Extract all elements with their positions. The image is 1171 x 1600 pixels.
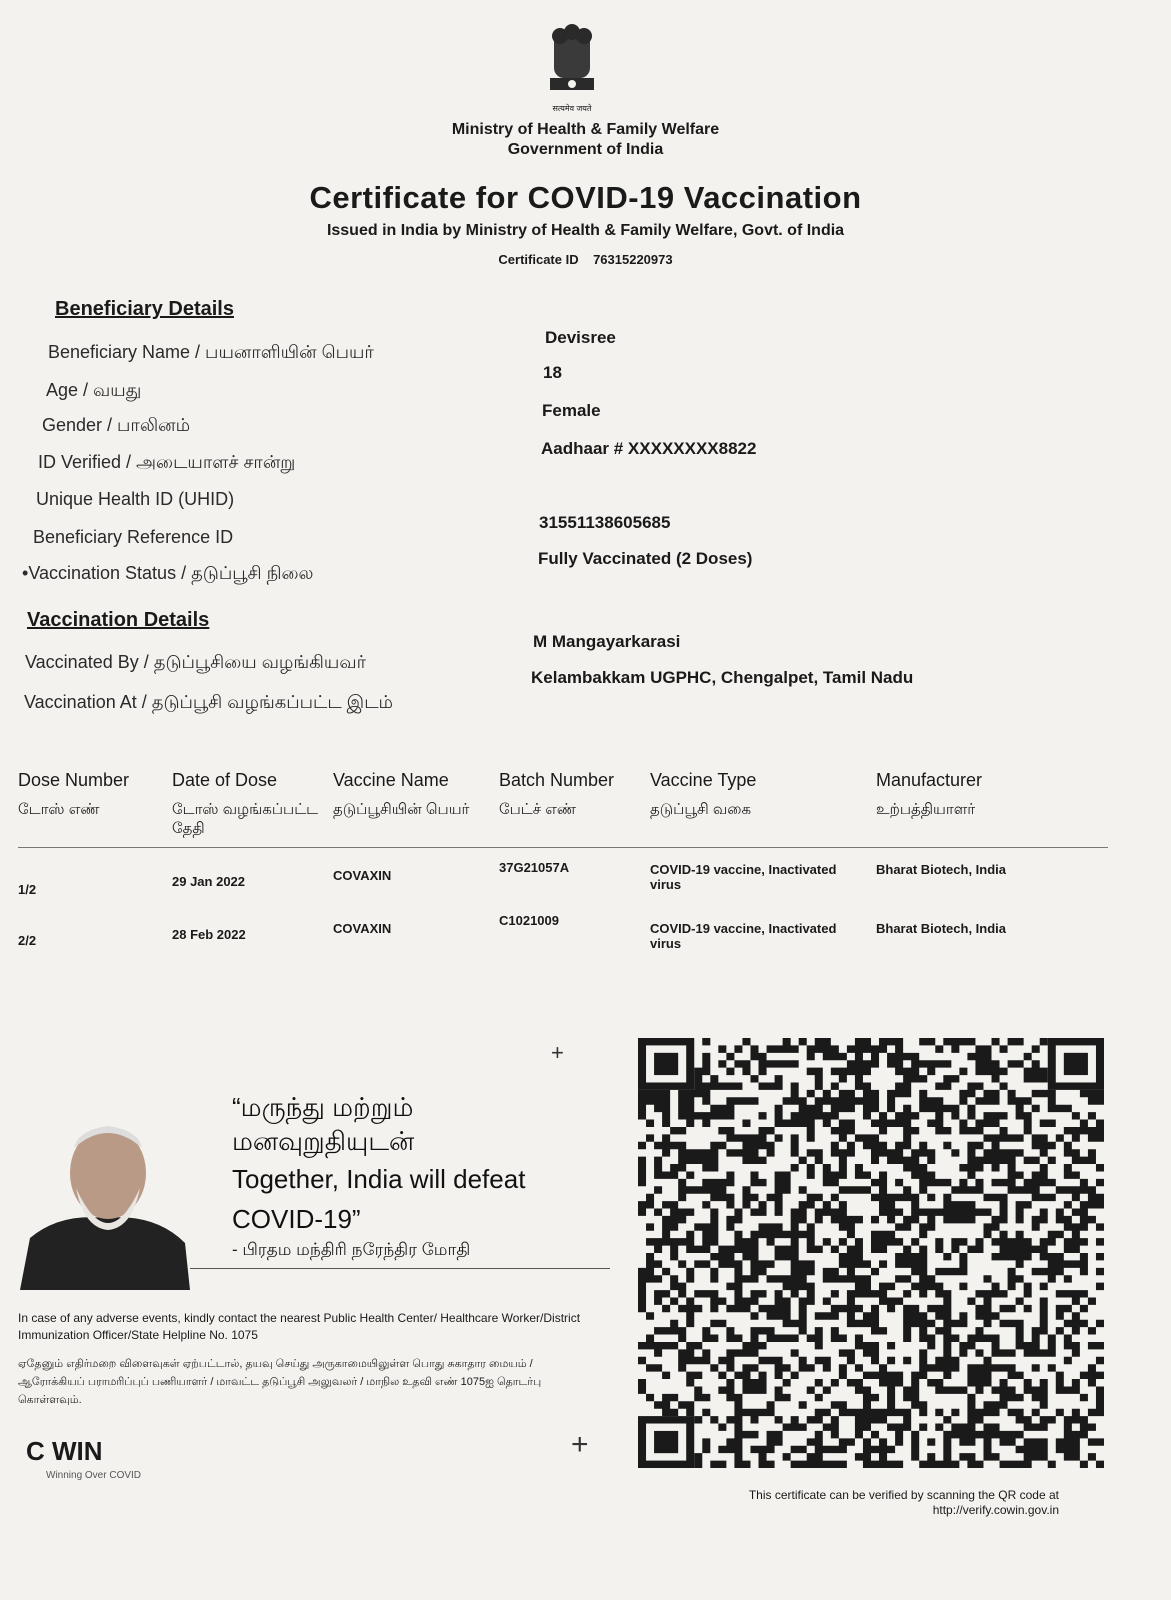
doses-table	[18, 770, 1108, 961]
header-en: Vaccine Name	[333, 770, 449, 790]
ministry-line2: Government of India	[507, 141, 664, 158]
emblem-caption: सत्यमेव जयते	[552, 104, 592, 113]
quote-line4: COVID-19”	[232, 1204, 361, 1234]
date-of-dose-cell: 29 Jan 2022	[172, 874, 246, 889]
qr-finder-pattern	[654, 1431, 678, 1453]
ministry-name	[0, 120, 1171, 160]
age-label: Age / வயது	[46, 380, 142, 400]
vaccination-at-value: Kelambakkam UGPHC, Chengalpet, Tamil Nadu	[531, 668, 914, 687]
col-dose-number	[18, 770, 172, 848]
reference-id-value: 31551138605685	[539, 513, 671, 532]
manufacturer-cell: Bharat Biotech, India	[876, 862, 1007, 877]
header-en: Batch Number	[499, 770, 615, 790]
header-ta: பேட்ச் எண்	[499, 801, 577, 818]
beneficiary-name-value: Devisree	[545, 328, 616, 347]
plus-icon: +	[571, 1428, 589, 1461]
quote-line3: Together, India will defeat	[232, 1164, 526, 1194]
ministry-line1: Ministry of Health & Family Welfare	[451, 121, 720, 138]
uhid-label: Unique Health ID (UHID)	[36, 489, 235, 509]
adverse-events-text-en: In case of any adverse events, kindly contact the nearest Public Health Center/ Healthcare Worker/District Immunization Officer/State Helpline No. 1075	[18, 1311, 581, 1342]
certificate-id-label: Certificate ID	[498, 252, 579, 267]
header-en: Manufacturer	[876, 770, 983, 790]
col-manufacturer	[876, 770, 1108, 848]
certificate-id	[0, 252, 1171, 267]
quote	[232, 1090, 525, 1236]
table-row	[18, 848, 1108, 908]
vaccine-name-cell: COVAXIN	[333, 921, 392, 936]
adverse-events-text-ta: ஏதேனும் எதிர்மறை விளைவுகள் ஏற்பட்டால், தயவு செய்து அருகாமையிலுள்ள பொது சுகாதார மையம் / ஆரோக்கியப் பராமரிப்புப் பணியாளர் / மாவட்ட தடுப்பூசி அலுவலர் / மாநில உதவி எண் 1075ஐ தொடர்பு கொள்ளவும்.	[18, 1358, 542, 1406]
vaccine-type-cell: COVID-19 vaccine, Inactivated virus	[650, 862, 837, 892]
vaccination-section-title: Vaccination Details	[27, 609, 210, 631]
quote-attribution: - பிரதம மந்திரி நரேந்திர மோதி	[232, 1240, 471, 1259]
quote-divider	[190, 1268, 610, 1269]
dose-number-cell: 1/2	[18, 882, 37, 897]
issued-by: Issued in India by Ministry of Health & Family Welfare, Govt. of India	[326, 222, 845, 239]
vaccination-status-label: •Vaccination Status / தடுப்பூசி நிலை	[22, 563, 314, 583]
header-ta: டோஸ் எண்	[18, 801, 100, 818]
header-en: Dose Number	[18, 770, 130, 790]
age-value: 18	[543, 363, 562, 382]
prime-minister-portrait	[20, 1118, 190, 1290]
verify-url[interactable]: http://verify.cowin.gov.in	[932, 1503, 1059, 1517]
vaccination-at-label: Vaccination At / தடுப்பூசி வழங்கப்பட்ட இடம்	[24, 692, 393, 712]
verify-note	[639, 1488, 1059, 1518]
gender-value: Female	[542, 401, 601, 420]
quote-line2: மனவுறுதியுடன்	[232, 1126, 415, 1156]
qr-code	[638, 1038, 1104, 1468]
manufacturer-cell: Bharat Biotech, India	[876, 921, 1007, 936]
vaccinated-by-value: M Mangayarkarasi	[533, 632, 681, 651]
header-ta: தடுப்பூசியின் பெயர்	[333, 801, 470, 818]
col-batch-number	[499, 770, 650, 848]
col-date-of-dose	[172, 770, 333, 848]
vaccination-status-label-text: Vaccination Status / தடுப்பூசி நிலை	[28, 563, 314, 583]
vaccine-name-cell: COVAXIN	[333, 868, 392, 883]
dose-number-cell: 2/2	[18, 933, 37, 948]
beneficiary-name-label: Beneficiary Name / பயனாளியின் பெயர்	[48, 342, 374, 362]
vaccine-type-cell: COVID-19 vaccine, Inactivated virus	[650, 921, 837, 951]
batch-number-cell: C1021009	[499, 913, 559, 928]
state-emblem-icon	[540, 22, 604, 112]
vaccinated-by-label: Vaccinated By / தடுப்பூசியை வழங்கியவர்	[25, 652, 366, 672]
header-ta: தடுப்பூசி வகை	[650, 801, 752, 818]
gender-label: Gender / பாலினம்	[42, 415, 191, 435]
header-ta: உற்பத்தியாளர்	[876, 801, 976, 818]
batch-number-cell: 37G21057A	[499, 860, 570, 875]
certificate-id-value: 76315220973	[593, 252, 673, 267]
qr-code-graphic	[638, 1038, 1104, 1468]
qr-finder-pattern	[1064, 1053, 1088, 1075]
table-header-row	[18, 770, 1108, 848]
header-en: Vaccine Type	[650, 770, 757, 790]
page-title: Certificate for COVID-19 Vaccination	[309, 180, 862, 215]
date-of-dose-cell: 28 Feb 2022	[172, 927, 246, 942]
header-en: Date of Dose	[172, 770, 278, 790]
beneficiary-section-title: Beneficiary Details	[55, 298, 234, 320]
cowin-logo: C WIN	[26, 1436, 103, 1466]
table-row	[18, 907, 1108, 961]
quote-line1: “மருந்து மற்றும்	[232, 1092, 414, 1122]
id-verified-label: ID Verified / அடையாளச் சான்று	[38, 452, 296, 472]
reference-id-label: Beneficiary Reference ID	[33, 527, 234, 547]
qr-finder-pattern	[654, 1053, 678, 1075]
plus-icon: +	[551, 1040, 564, 1065]
cowin-tagline: Winning Over COVID	[46, 1470, 142, 1481]
verify-text: This certificate can be verified by scanning the QR code at	[748, 1488, 1059, 1502]
col-vaccine-type	[650, 770, 876, 848]
vaccination-status-value: Fully Vaccinated (2 Doses)	[538, 549, 753, 568]
id-verified-value: Aadhaar # XXXXXXXX8822	[541, 439, 757, 458]
header-ta: டோஸ் வழங்கப்பட்ட தேதி	[172, 801, 319, 837]
col-vaccine-name	[333, 770, 499, 848]
